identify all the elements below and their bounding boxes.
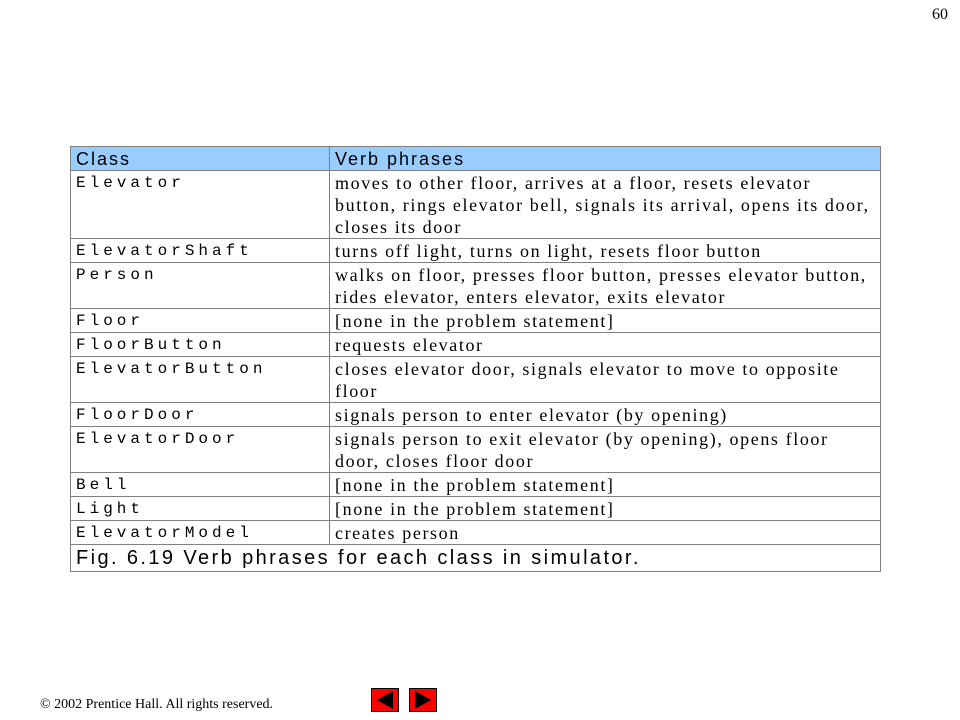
verb-cell: signals person to exit elevator (by opening), opens floor door, closes floor door bbox=[330, 427, 881, 473]
verb-cell: [none in the problem statement] bbox=[330, 497, 881, 521]
table-row bbox=[71, 521, 881, 545]
table-row bbox=[71, 403, 881, 427]
verb-cell: [none in the problem statement] bbox=[330, 309, 881, 333]
copyright-symbol: © bbox=[40, 697, 51, 712]
left-arrow-icon bbox=[372, 689, 398, 711]
class-cell: Person bbox=[71, 263, 330, 309]
table-row bbox=[71, 333, 881, 357]
verb-phrases-table-container bbox=[70, 146, 880, 572]
class-cell: FloorDoor bbox=[71, 403, 330, 427]
header-class: Class bbox=[71, 147, 330, 171]
class-cell: ElevatorButton bbox=[71, 357, 330, 403]
verb-cell: [none in the problem statement] bbox=[330, 473, 881, 497]
class-cell: Bell bbox=[71, 473, 330, 497]
class-cell: ElevatorModel bbox=[71, 521, 330, 545]
class-cell: ElevatorShaft bbox=[71, 239, 330, 263]
verb-cell: closes elevator door, signals elevator to move to opposite floor bbox=[330, 357, 881, 403]
class-cell: FloorButton bbox=[71, 333, 330, 357]
class-cell: Floor bbox=[71, 309, 330, 333]
class-cell: Elevator bbox=[71, 171, 330, 239]
table-row bbox=[71, 263, 881, 309]
table-header-row bbox=[71, 147, 881, 171]
right-arrow-icon bbox=[410, 689, 436, 711]
verb-cell: walks on floor, presses floor button, presses elevator button, rides elevator, enters elevator, exits elevator bbox=[330, 263, 881, 309]
header-verb-phrases: Verb phrases bbox=[330, 147, 881, 171]
verb-cell: creates person bbox=[330, 521, 881, 545]
class-cell: ElevatorDoor bbox=[71, 427, 330, 473]
page-number: 60 bbox=[932, 6, 948, 23]
table-row bbox=[71, 171, 881, 239]
copyright-text: 2002 Prentice Hall. All rights reserved. bbox=[54, 697, 274, 712]
caption-row bbox=[71, 545, 881, 572]
table-row bbox=[71, 357, 881, 403]
table-row bbox=[71, 473, 881, 497]
table-row bbox=[71, 309, 881, 333]
table-row bbox=[71, 427, 881, 473]
figure-caption: Fig. 6.19 Verb phrases for each class in simulator. bbox=[71, 545, 881, 572]
verb-phrases-table bbox=[70, 146, 881, 572]
verb-cell: moves to other floor, arrives at a floor, resets elevator button, rings elevator bell, signals its arrival, opens its door, closes its door bbox=[330, 171, 881, 239]
verb-cell: requests elevator bbox=[330, 333, 881, 357]
copyright-footer bbox=[40, 697, 273, 713]
class-cell: Light bbox=[71, 497, 330, 521]
verb-cell: signals person to enter elevator (by opening) bbox=[330, 403, 881, 427]
table-row bbox=[71, 497, 881, 521]
verb-cell: turns off light, turns on light, resets floor button bbox=[330, 239, 881, 263]
next-slide-button[interactable] bbox=[409, 688, 437, 712]
previous-slide-button[interactable] bbox=[371, 688, 399, 712]
table-row bbox=[71, 239, 881, 263]
